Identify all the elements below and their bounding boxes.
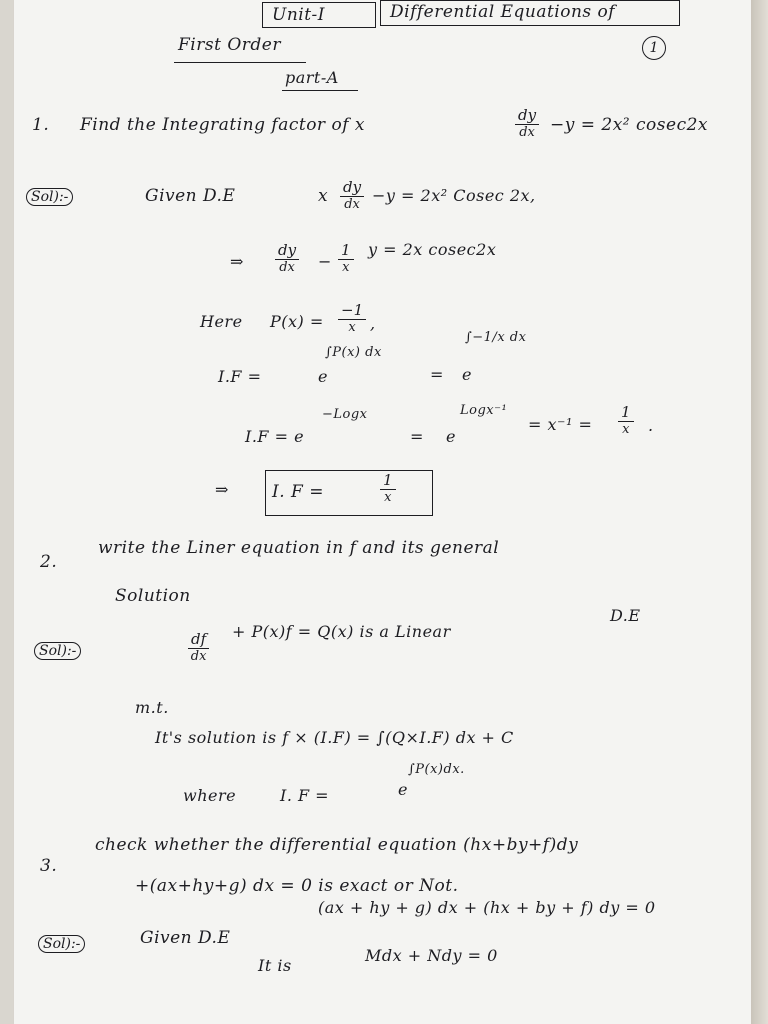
q1-boxed-den: x [384, 490, 392, 505]
q1-step1-minus: − [318, 252, 332, 271]
q1-given-rhs: −y = 2x² Cosec 2x, [372, 186, 536, 205]
q2-text2: Solution [115, 586, 191, 606]
part-label: part-A [285, 68, 339, 87]
q1-given-dx: dx [344, 197, 360, 212]
q1-boxed-num: 1 [380, 473, 396, 490]
q3-it-is: It is [258, 956, 292, 975]
q1-given: Given D.E [145, 186, 236, 206]
q1-dydx [515, 108, 539, 140]
q1-if-e2: e [462, 365, 472, 384]
q1-number: 1. [32, 115, 50, 135]
q1-step1-onex [338, 243, 354, 275]
q3-mdx-ndy: Mdx + Ndy = 0 [365, 946, 498, 965]
implies-1: ⇒ [230, 252, 244, 271]
q1-result-tail: = x⁻¹ = [528, 415, 593, 434]
page-number: 1 [642, 36, 666, 60]
q2-de: D.E [610, 606, 641, 625]
q1-given-dydx [340, 180, 364, 212]
q3-sol-label: Sol):- [38, 935, 85, 953]
q1-text: Find the Integrating factor of x [80, 115, 365, 135]
q2-int-p: ∫P(x)dx. [408, 762, 465, 777]
q1-boxed-frac [380, 473, 396, 505]
subtitle: First Order [178, 35, 281, 55]
q3-number: 3. [40, 856, 58, 876]
q1-sol-label: Sol):- [26, 188, 73, 206]
q1-log-inv: Logx⁻¹ [460, 403, 508, 418]
q2-its-solution: It's solution is f × (I.F) = ∫(Q×I.F) dx + C [155, 728, 514, 747]
q1-step1-dydx [275, 243, 299, 275]
page-edge [751, 0, 768, 1024]
subject-title: Differential Equations of [390, 2, 616, 22]
q2-mt: m.t. [135, 698, 169, 717]
q2-sol-label: Sol):- [34, 642, 81, 660]
q1-if-eq-sign: = [430, 365, 444, 384]
q2-where: where [183, 786, 237, 805]
unit-label: Unit-I [272, 5, 326, 25]
q1-if-eq2: I.F = e [245, 427, 305, 446]
q1-step1-rhs: y = 2x cosec2x [368, 240, 497, 259]
q3-given-rhs: (ax + hy + g) dx + (hx + by + f) dy = 0 [318, 898, 656, 917]
q1-px-num: −1 [338, 303, 366, 320]
q1-px-comma: , [370, 314, 376, 333]
subtitle-underline [174, 62, 306, 63]
q1-px-den: x [348, 320, 356, 335]
q1-rhs: −y = 2x² cosec2x [550, 115, 708, 135]
q1-if-e3: e [446, 427, 456, 446]
q2-dx: dx [190, 649, 207, 664]
q1-dy: dy [515, 108, 539, 125]
q1-px: P(x) = [270, 312, 324, 331]
q2-mid: + P(x)f = Q(x) is a Linear [232, 622, 451, 641]
part-underline [282, 90, 358, 91]
q1-given-dy: dy [340, 180, 364, 197]
q1-step1-dx: dx [279, 260, 295, 275]
q3-given: Given D.E [140, 928, 231, 948]
q1-here: Here [200, 312, 243, 331]
q2-df: df [188, 632, 209, 649]
q1-if-eq2-sign: = [410, 427, 424, 446]
q1-result-frac [618, 405, 634, 437]
q1-neg-log: −Logx [322, 407, 368, 422]
q1-if-e: e [318, 367, 328, 386]
q3-text2: +(ax+hy+g) dx = 0 is exact or Not. [135, 876, 459, 896]
q2-if-eq: I. F = [280, 786, 330, 805]
q1-int-neg: ∫−1/x dx [465, 330, 527, 345]
q1-int-p: ∫P(x) dx [325, 345, 382, 360]
implies-2: ⇒ [215, 480, 229, 499]
q1-result-num: 1 [618, 405, 634, 422]
q1-step1-x: x [342, 260, 350, 275]
q1-boxed-if: I. F = [272, 482, 324, 502]
q1-step1-one: 1 [338, 243, 354, 260]
q3-text: check whether the differential equation (hx+by+f)dy [95, 835, 579, 855]
q2-text: write the Liner equation in f and its general [98, 538, 500, 558]
q1-result-dot: . [648, 416, 654, 435]
q1-if-eq: I.F = [218, 367, 262, 386]
q2-number: 2. [40, 552, 58, 572]
q1-step1-dy: dy [275, 243, 299, 260]
q2-dfdx [188, 632, 209, 664]
q1-given-x: x [318, 186, 329, 206]
q1-result-den: x [622, 422, 630, 437]
q2-if-e: e [398, 780, 408, 799]
q1-dx: dx [519, 125, 535, 140]
q1-px-frac [338, 303, 366, 335]
